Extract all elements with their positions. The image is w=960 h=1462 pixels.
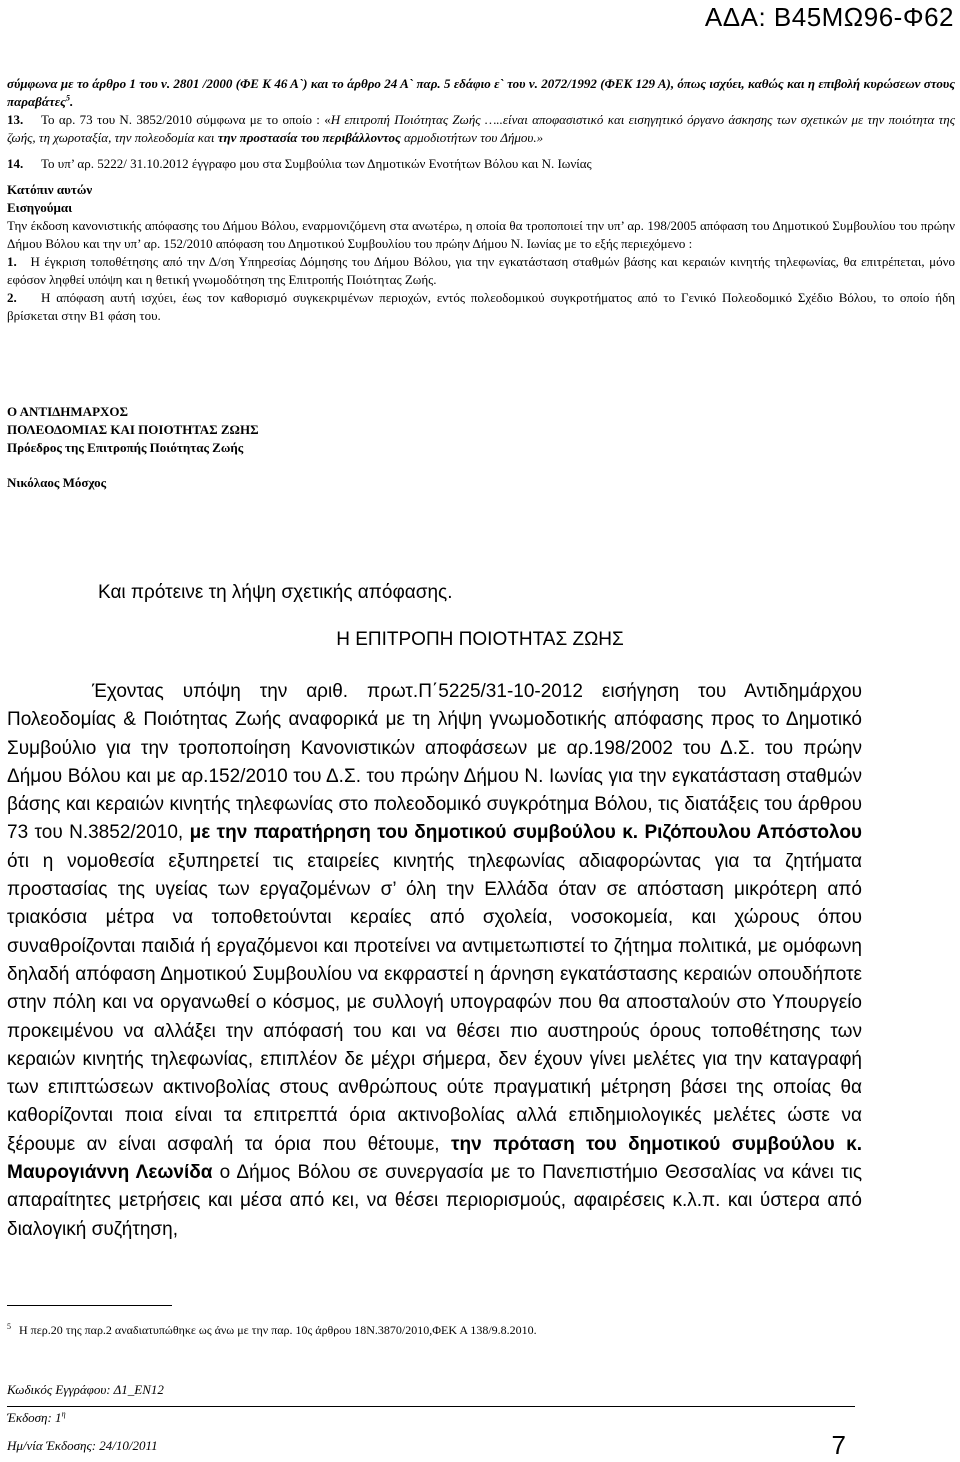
item-13-text: Το αρ. 73 του Ν. 3852/2010 σύμφωνα με το οποίο : « [41,112,331,127]
item-1-number: 1. [7,254,17,269]
edition-date: Ημ/νία Έκδοσης: 24/10/2011 [7,1438,158,1453]
decision-preamble [7,75,955,325]
item-2-text: Η απόφαση αυτή ισχύει, έως τον καθορισμό συγκεκριμένων περιοχών, εντός πολεοδομικού συγκροτήματος από το Γενικό Πολεοδομικό Σχέδιο Βόλου, το οποίο ήδη βρίσκεται στην Β1 φάση του. [7,290,955,323]
item-13 [7,111,955,147]
footnote [7,1322,537,1338]
issue-paragraph: Την έκδοση κανονιστικής απόφασης του Δήμου Βόλου, εναρμονιζόμενη στα ανωτέρω, η οποία θα τροποποιεί την υπ’ αρ. 198/2005 απόφαση του Δημοτικού Συμβουλίου του πρώην Δήμου Βόλου και την υπ’ αρ. 152/2010 απόφαση του Δημοτικού Συμβουλίου του πρώην Δήμου Ν. Ιωνίας με το εξής περιεχόμενο : [7,218,955,251]
signature-department: ΠΟΛΕΟΔΟΜΙΑΣ ΚΑΙ ΠΟΙΟΤΗΤΑΣ ΖΩΗΣ [7,422,259,437]
edition [7,1410,66,1426]
law-reference-end: . [69,94,74,109]
footnote-text: Η περ.20 της παρ.2 αναδιατυπώθηκε ως άνω με την παρ. 10ς άρθρου 18Ν.3870/2010,ΦΕΚ Α 138/9.8.2010. [19,1323,537,1337]
signature-title: Ο ΑΝΤΙΔΗΜΑΡΧΟΣ [7,404,129,419]
page-number: 7 [831,1430,846,1460]
body-emphasis-1: με την παρατήρηση του δημοτικού συμβούλου κ. Ριζόπουλου Απόστολου [189,822,862,844]
signature-block [7,403,259,457]
item-14-number: 14. [7,156,24,171]
proposal-line: Και πρότεινε τη λήψη σχετικής απόφασης. [98,582,453,603]
propose-heading: Εισηγούμαι [7,200,73,215]
item-2-number: 2. [7,290,17,305]
edition-suffix: η [61,1409,66,1419]
item-13-number: 13. [7,112,24,127]
footnote-divider [7,1305,172,1306]
item-14 [7,155,955,173]
body-text-2: ότι η νομοθεσία εξυπηρετεί τις εταιρείες κινητής τηλεφωνίας αδιαφορώντας για τα ζητήματα προστασίας της υγείας των εργαζομένων σ’ όλη την Ελλάδα όταν σε απόσταση μικρότερη από τριακόσια μέτρα να τοποθετούνται κεραίες από σχολεία, νοσοκομεία, και χώρους όπου συναθροίζονται παιδιά ή εργαζόμενοι και προτείνει να αντιμετωπιστεί το ζήτημα πολιτικά, με ομόφωνη δηλαδή απόφαση Δημοτικού Συμβουλίου να εκφραστεί η άρνηση εγκατάστασης κεραιών οπουδήποτε στην πόλη και να οργανωθεί ο κόσμος, με συλλογή υπογραφών που θα αποσταλούν στο Υπουργείο προκειμένου να αλλάξει την απόφασή του και να θέσει πιο αυστηρούς όρους τοποθέτησης των κεραιών κινητής τηλεφωνίας, επιπλέον δε μέχρι σήμερα, δεν έχουν γίνει μελέτες για την καταγραφή των επιπτώσεων ακτινοβολίας στους ανθρώπους ούτε πραγματική μέτρηση βάσει της οποίας θα καθορίζονται ποια είναι τα επιτρεπτά όρια ακτινοβολίας αλλά επιδημιολογικές μελέτες ώστε να ξέρουμε αν είναι ασφαλή τα όρια που θέτουμε, [7,850,862,1155]
edition-text: Έκδοση: 1 [7,1410,62,1425]
document-code: Κωδικός Εγγράφου: Δ1_ΕΝ12 [7,1382,164,1397]
body-text-3: ο Δήμος Βόλου σε συνεργασία με το Πανεπιστήμιο Θεσσαλίας να κάνει τις απαραίτητες μετρήσεις και μέσα από κει, να θέσει περιορισμούς, αφαιρέσεις κ.λ.π. και ύστερα από διαλογική συζήτηση, [7,1162,862,1240]
item-13-quote-end: αρμοδιοτήτων του Δήμου.» [400,130,544,145]
committee-title: Η ΕΠΙΤΡΟΠΗ ΠΟΙΟΤΗΤΑΣ ΖΩΗΣ [336,629,624,650]
item-13-quote: Η επιτροπή Ποιότητας Ζωής …..είναι αποφασιστικό και εισηγητικό όργανο άσκησης των σχετικών με την ποιότητα της ζωής, τη χωροταξία, την πολεοδομία και [7,112,955,145]
body-emphasis-2: την πρόταση του δημοτικού συμβούλου κ. Μαυρογιάννη Λεωνίδα [7,1133,862,1184]
body-text-1: Έχοντας υπόψη την αριθ. πρωτ.Π΄5225/31-10-2012 εισήγηση του Αντιδημάρχου Πολεοδομίας & Ποιότητας Ζωής αναφορικά με τη λήψη γνωμοδοτικής απόφασης προς το Δημοτικό Συμβούλιο για την τροποποίηση Κανονιστικών αποφάσεων με αρ.198/2002 του Δ.Σ. του πρώην Δήμου Βόλου και με αρ.152/2010 του Δ.Σ. του πρώην Δήμου Ν. Ιωνίας για την εγκατάσταση σταθμών βάσης και κεραιών κινητής τηλεφωνίας στο πολεοδομικό συγκρότημα Βόλου, τις διατάξεις του άρθρου 73 του Ν.3852/2010, [7,681,862,844]
item-1 [7,253,955,289]
after-heading: Κατόπιν αυτών [7,182,93,197]
signature-role: Πρόεδρος της Επιτροπής Ποιότητας Ζωής [7,440,244,455]
footnote-reference: 5 [65,93,70,103]
footer-divider [7,1406,855,1407]
committee-body [7,678,862,1244]
item-1-text: Η έγκριση τοποθέτησης από την Δ/ση Υπηρεσίας Δόμησης του Δήμου Βόλου, για την εγκατάσταση σταθμών βάσης και κεραιών κινητής τηλεφωνίας, θα επιτρέπεται, μόνο εφόσον ληφθεί υπόψη και η θετική γνωμοδότηση της Επιτροπής Ποιότητας Ζωής. [7,254,956,287]
ada-code: ΑΔΑ: Β45ΜΩ96-Φ62 [704,2,954,32]
item-2 [7,289,955,325]
footnote-mark: 5 [7,1322,11,1331]
committee-paragraph [7,678,862,1244]
law-reference-text: σύμφωνα με το άρθρο 1 του ν. 2801 /2000 (ΦΕ Κ 46 Α`) και το άρθρο 24 Α` παρ. 5 εδάφιο ε` του ν. 2072/1992 (ΦΕΚ 129 Α), όπως ισχύει, καθώς και η επιβολή κυρώσεων στους παραβάτες [7,76,955,109]
paragraph-law-reference [7,75,955,111]
signature-name: Νικόλαος Μόσχος [7,475,107,490]
item-14-text: Το υπ’ αρ. 5222/ 31.10.2012 έγγραφο μου στα Συμβούλια των Δημοτικών Ενοτήτων Βόλου και Ν. Ιωνίας [41,156,592,171]
item-13-emphasis: την προστασία του περιβάλλοντος [217,130,401,145]
